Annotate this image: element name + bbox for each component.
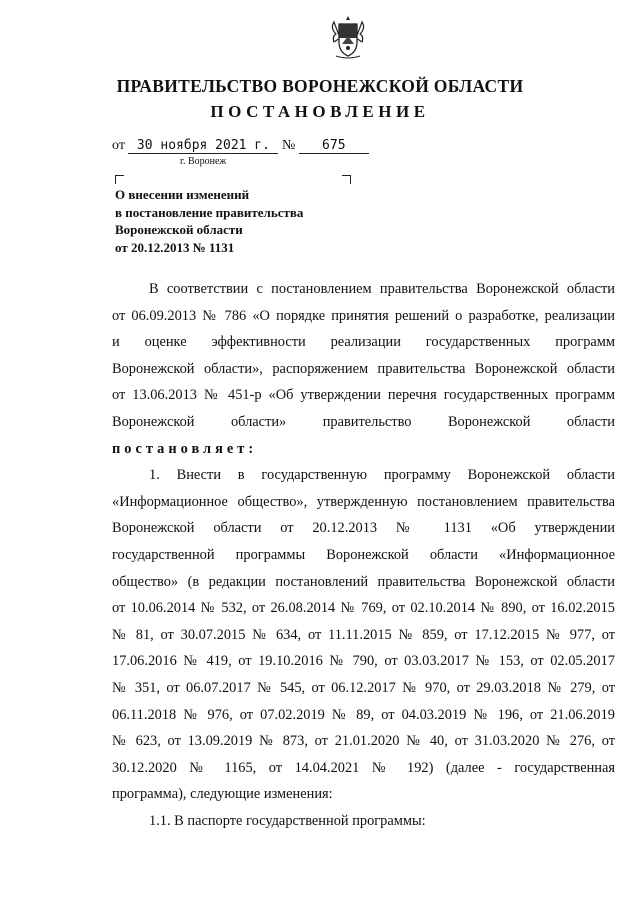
body-line: № 351, от 06.07.2017 № 545, от 06.12.2017 № 970, от 29.03.2018 № 279, от	[112, 679, 615, 696]
body-line: Воронежской области», распоряжением правительства Воронежской области	[112, 360, 615, 377]
body-line: 17.06.2016 № 419, от 19.10.2016 № 790, от 03.03.2017 № 153, от 02.05.2017	[112, 653, 615, 670]
date-prefix: от	[112, 138, 125, 153]
subject-line: от 20.12.2013 № 1131	[115, 239, 235, 255]
coat-of-arms-icon	[328, 12, 368, 60]
corner-mark-left	[115, 175, 124, 184]
organization-title: ПРАВИТЕЛЬСТВО ВОРОНЕЖСКОЙ ОБЛАСТИ	[116, 76, 524, 96]
body-line: и оценке эффективности реализации государственных программ	[112, 334, 615, 351]
body-line: 1. Внести в государственную программу Воронежской области	[149, 467, 615, 484]
body-line: 30.12.2020 № 1165, от 14.04.2021 № 192) (далее - государственная	[112, 759, 615, 776]
body-line: Воронежской области» правительство Воронежской области	[112, 413, 615, 430]
resolution-word: постановляет:	[112, 440, 258, 457]
body-line: от 06.09.2013 № 786 «О порядке принятия решений о разработке, реализации	[112, 307, 615, 324]
body-line: 1.1. В паспорте государственной программы:	[149, 812, 426, 829]
body-line: В соответствии с постановлением правительства Воронежской области	[149, 281, 615, 297]
document-number: 675	[299, 138, 369, 154]
body-line: программа), следующие изменения:	[112, 786, 333, 803]
subject-line: в постановление правительства	[115, 204, 304, 220]
body-line: от 13.06.2013 № 451-р «Об утверждении перечня государственных программ	[112, 387, 615, 404]
number-prefix: №	[281, 138, 296, 153]
document-subject	[115, 186, 303, 256]
body-line: Воронежской области от 20.12.2013 № 1131 «Об утверждении	[112, 520, 615, 537]
body-line: от 10.06.2014 № 532, от 26.08.2014 № 769, от 02.10.2014 № 890, от 16.02.2015	[112, 600, 615, 617]
date-number-line	[112, 138, 369, 154]
document-type: ПОСТАНОВЛЕНИЕ	[210, 102, 430, 121]
body-line: № 81, от 30.07.2015 № 634, от 11.11.2015 № 859, от 17.12.2015 № 977, от	[112, 626, 615, 643]
document-date: 30 ноября 2021 г.	[128, 138, 278, 154]
corner-mark-right	[342, 175, 351, 184]
body-line: государственной программы Воронежской области «Информационное	[112, 546, 615, 563]
subject-line: О внесении изменений	[115, 187, 250, 202]
body-line: «Информационное общество», утвержденную постановлением правительства	[112, 493, 615, 510]
city-label: г. Воронеж	[180, 156, 227, 167]
body-line: 06.11.2018 № 976, от 07.02.2019 № 89, от 04.03.2019 № 196, от 21.06.2019	[112, 706, 615, 723]
document-body	[112, 276, 615, 834]
subject-line: Воронежской области	[115, 222, 243, 237]
body-line: № 623, от 13.09.2019 № 873, от 21.01.2020 № 40, от 31.03.2020 № 276, от	[112, 733, 615, 750]
body-line: общество» (в редакции постановлений правительства Воронежской области	[112, 573, 615, 590]
